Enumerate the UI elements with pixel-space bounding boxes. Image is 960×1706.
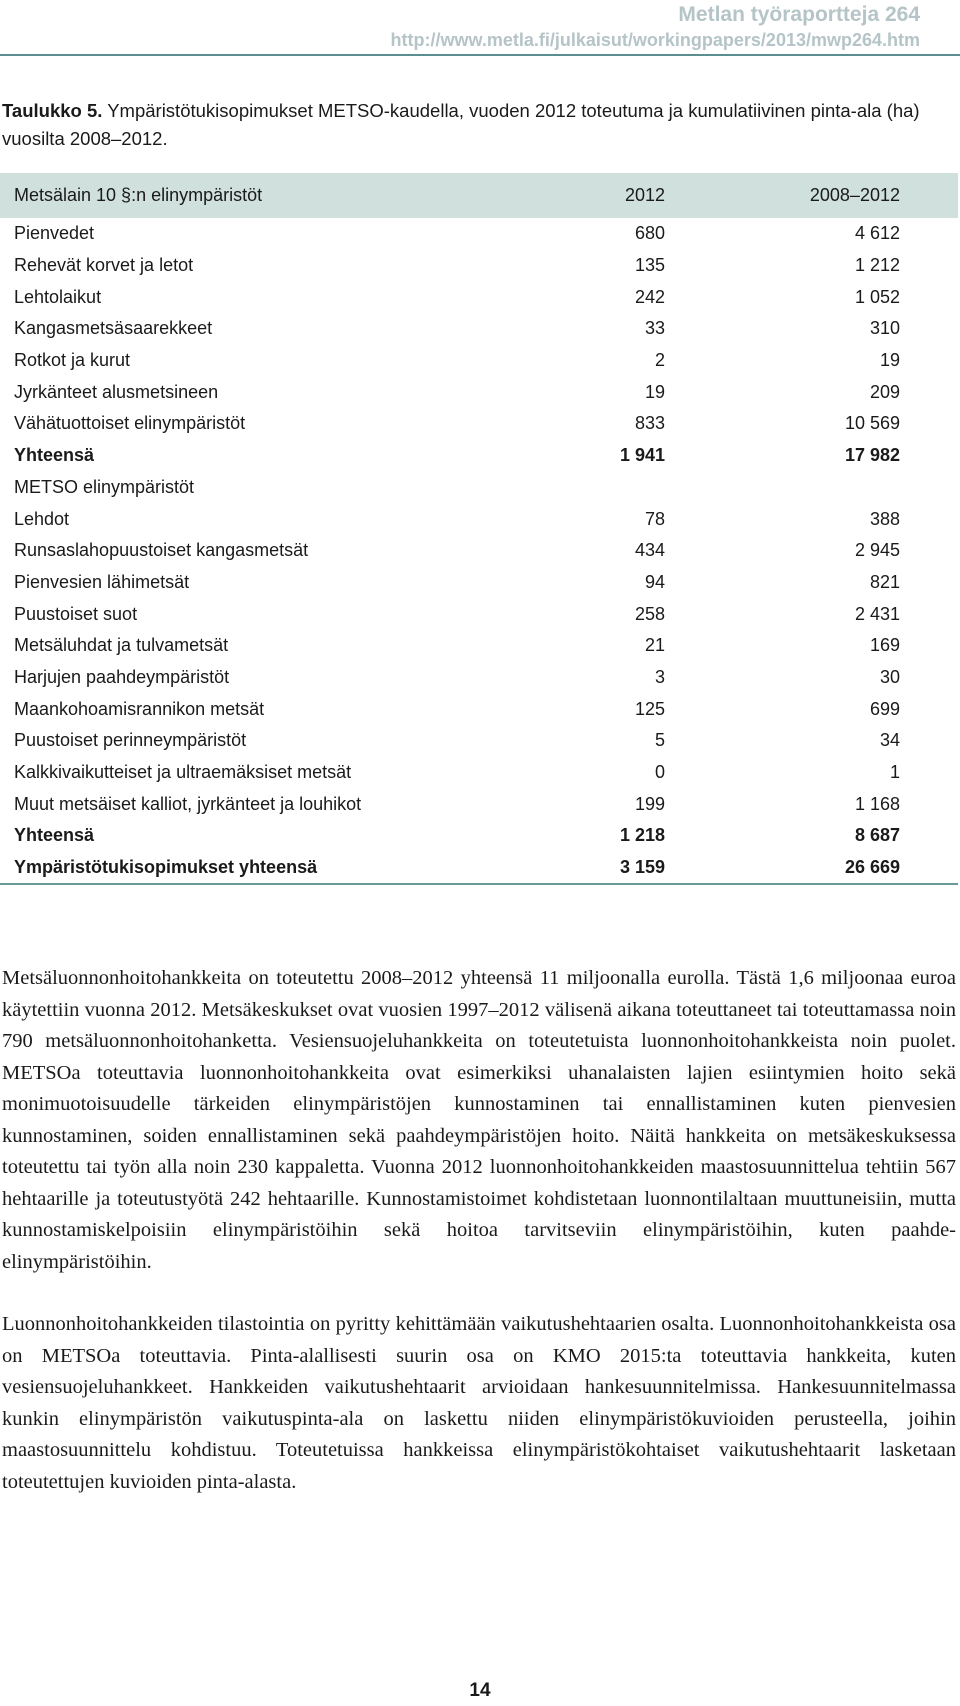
cell-2012: 833 (634, 413, 665, 434)
cell-cumulative: 1 (889, 762, 900, 783)
cell-habitat: Rotkot ja kurut (14, 350, 131, 371)
table-row (0, 376, 958, 408)
cell-cumulative: 17 982 (844, 445, 900, 466)
cell-cumulative: 1 168 (854, 793, 900, 814)
cell-habitat: Yhteensä (14, 445, 95, 466)
cell-habitat: Rehevät korvet ja letot (14, 255, 194, 276)
table-row (0, 408, 958, 440)
table-row (0, 503, 958, 535)
table-section-row (0, 472, 958, 504)
cell-2012: 258 (634, 603, 665, 624)
cell-habitat: Lehtolaikut (14, 286, 102, 307)
cell-2012: 135 (634, 255, 665, 276)
series-url[interactable]: http://www.metla.fi/julkaisut/workingpapers/2013/mwp264.htm (390, 30, 920, 50)
cell-2012: 125 (634, 698, 665, 719)
cell-cumulative: 4 612 (854, 223, 900, 244)
table-row (0, 567, 958, 599)
table-container (0, 173, 958, 885)
cell-cumulative: 699 (869, 698, 900, 719)
cell-habitat: Runsaslahopuustoiset kangasmetsät (14, 540, 309, 561)
cell-habitat: Yhteensä (14, 825, 95, 846)
cell-habitat: Kangasmetsäsaarekkeet (14, 318, 213, 339)
cell-habitat: Pienvesien lähimetsät (14, 571, 190, 592)
cell-2012: 19 (644, 381, 665, 402)
cell-cumulative: 821 (869, 571, 900, 592)
column-header-cumulative: 2008–2012 (809, 185, 900, 205)
cell-cumulative: 209 (869, 381, 900, 402)
table-header-row (0, 173, 958, 218)
cell-cumulative: 2 945 (854, 540, 900, 561)
page-number: 14 (469, 1680, 491, 1701)
cell-habitat: Muut metsäiset kalliot, jyrkänteet ja louhikot (14, 793, 362, 814)
table-row-subtotal (0, 440, 958, 472)
data-table (0, 173, 958, 885)
header-rule (0, 54, 960, 56)
cell-habitat: Puustoiset perinneympäristöt (14, 730, 247, 751)
cell-habitat: Puustoiset suot (14, 603, 138, 624)
paragraph: Metsäluonnonhoitohankkeita on toteutettu 2008–2012 yhteensä 11 miljoonalla eurolla. Tästä 1,6 miljoonaa euroa käytettiin vuonna 2012. Metsäkeskukset ovat vuosien 1997–2012 välisenä aikana toteuttaneet tai toteuttamassa noin 790 metsäluonnonhoitohanketta. Vesiensuojeluhankkeita on toteutetuista luonnonhoitohankkeista noin puolet. METSOa toteuttavia luonnonhoitohankkeita ovat esimerkiksi uhanalaisten lajien esiintymien hoito sekä monimuotoisuudelle tärkeiden elinympäristöjen kunnostaminen tai ennallistaminen kuten pienvesien kunnostaminen, soiden ennallistaminen sekä paahdeympäristöjen hoito. Näitä hankkeita on metsäkeskuksessa toteutettu tai työn alla noin 230 kappaletta. Vuonna 2012 luonnonhoitohankkeiden maastosuunnittelua tehtiin 567 hehtaarille ja toteutustyötä 242 hehtaarille. Kunnostamistoimet kohdistetaan luonnontilaltaan muuttuneisiin, mutta kunnostamiskelpoisiin elinympäristöihin sekä hoitoa tarvitseviin elinympäristöihin, kuten paahde-elinympäristöihin. (2, 967, 956, 1273)
series-title: Metlan työraportteja 264 (678, 3, 920, 26)
table-row (0, 250, 958, 282)
cell-2012: 5 (654, 730, 665, 751)
table-row (0, 313, 958, 345)
table-row (0, 725, 958, 757)
table-row (0, 630, 958, 662)
table-row (0, 757, 958, 789)
cell-habitat: Harjujen paahdeympäristöt (14, 666, 230, 687)
paragraph: Luonnonhoitohankkeiden tilastointia on pyritty kehittämään vaikutushehtaarien osalta. Luonnonhoitohankkeista osa on METSOa toteuttavia. Pinta-alallisesti suurin osa on KMO 2015:ta toteuttavia hankkeita, kuten vesiensuojeluhankkeet. Hankkeiden vaikutushehtaarit arvioidaan hankesuunnitelmissa. Hankesuunnitelmassa kunkin elinympäristön vaikutuspinta-ala on laskettu niiden elinympäristökuvioiden perusteella, joihin maastosuunnittelu kohdistuu. Toteutetuissa hankkeissa elinympäristökohtaiset vaikutushehtaarit lasketaan toteutettujen kuvioiden pinta-alasta. (2, 1313, 956, 1493)
cell-2012: 434 (634, 540, 665, 561)
table-row (0, 218, 958, 250)
table-row (0, 788, 958, 820)
cell-cumulative: 19 (879, 350, 900, 371)
cell-habitat: Jyrkänteet alusmetsineen (14, 381, 219, 402)
cell-2012: 1 218 (619, 825, 665, 846)
cell-habitat: Vähätuottoiset elinympäristöt (14, 413, 246, 434)
cell-cumulative: 30 (879, 666, 900, 687)
cell-habitat: Kalkkivaikutteiset ja ultraemäksiset metsät (14, 762, 352, 783)
cell-cumulative: 388 (869, 508, 900, 529)
table-caption-label: Taulukko 5. (2, 100, 103, 121)
cell-habitat: Lehdot (14, 508, 70, 529)
cell-2012: 2 (654, 350, 665, 371)
running-header (391, 0, 920, 52)
cell-2012: 21 (644, 635, 665, 656)
cell-2012: 199 (634, 793, 665, 814)
cell-2012: 0 (654, 762, 665, 783)
cell-cumulative: 1 052 (854, 286, 900, 307)
cell-cumulative (665, 472, 958, 504)
cell-2012: 3 (654, 666, 665, 687)
table-row (0, 345, 958, 377)
cell-2012: 242 (634, 286, 665, 307)
cell-cumulative: 310 (869, 318, 900, 339)
table-caption (2, 97, 956, 153)
column-header-2012: 2012 (624, 185, 665, 205)
cell-2012 (545, 472, 665, 504)
cell-2012: 1 941 (619, 445, 665, 466)
table-row (0, 693, 958, 725)
cell-2012: 78 (644, 508, 665, 529)
cell-habitat: Maankohoamisrannikon metsät (14, 698, 265, 719)
section-label: METSO elinympäristöt (14, 476, 195, 497)
table-row (0, 662, 958, 694)
cell-habitat: Ympäristötukisopimukset yhteensä (0, 852, 545, 885)
cell-cumulative: 10 569 (844, 413, 900, 434)
cell-cumulative: 34 (879, 730, 900, 751)
cell-cumulative: 26 669 (665, 852, 958, 885)
cell-cumulative: 2 431 (854, 603, 900, 624)
body-text (2, 963, 956, 1529)
cell-cumulative: 1 212 (854, 255, 900, 276)
cell-2012: 33 (644, 318, 665, 339)
table-row (0, 535, 958, 567)
table-row (0, 281, 958, 313)
table-row-subtotal (0, 820, 958, 852)
cell-habitat: Pienvedet (14, 223, 95, 244)
cell-2012: 94 (644, 571, 665, 592)
cell-cumulative: 169 (869, 635, 900, 656)
cell-2012: 680 (634, 223, 665, 244)
table-row-grand-total (0, 852, 958, 885)
column-header-habitat: Metsälain 10 §:n elinympäristöt (14, 185, 263, 205)
table-row (0, 598, 958, 630)
cell-2012: 3 159 (545, 852, 665, 885)
cell-cumulative: 8 687 (854, 825, 900, 846)
cell-habitat: Metsäluhdat ja tulvametsät (14, 635, 229, 656)
table-caption-text: Ympäristötukisopimukset METSO-kaudella, vuoden 2012 toteutuma ja kumulatiivinen pinta-ala (ha) vuosilta 2008–2012. (2, 100, 920, 149)
